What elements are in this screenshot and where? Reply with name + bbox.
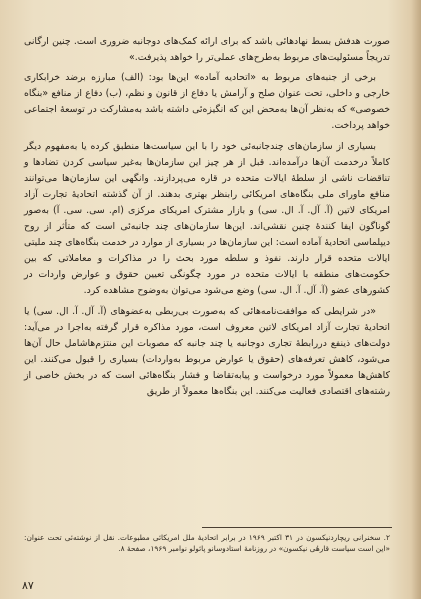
- page-edge-shadow: [411, 0, 421, 599]
- paragraph-3: بسیاری از سازمان‌های چندجانبه‌ئی خود را با این سیاست‌ها منطبق کرده یا به‌مفهوم دیگر کاملاً درخدمت آن‌ها درآمده‌اند. قبل از هر چیز این سازمان‌ها به‌غیر سیاسی کردن تضادها و تناقضات ناشی از سلطهٔ ایالات متحده در قاره می‌پردازند. وانگهی این سازمان‌ها می‌توانند منافع ماورای ملی بنگاه‌های امریکائی رابنظر بهتری بدهند. از آن گذشته اتحادیهٔ تجارت آزاد امریکای لاتین (آ. آل. آ. ال. سی) و بازار مشترک امریکای مرکزی (ام. سی. سی. آ) به‌صور گوناگون ایفا کنندهٔ چنین نقشی‌اند. این‌ها سازمان‌های چند جانبه‌ئی است که متأثر از روح دیپلماسی اتحادیهٔ آماده است: این سازمان‌ها در بسیاری از موارد در خدمت بنگاه‌های چند ملیتی ایالات متحده قرار دارند. نفوذ و سلطه مورد بحث را در مذاکرات و معاملاتی که بین حکومت‌های منطقه با ایالات متحده در مورد چگونگی تعیین حقوق و عوارض واردات در کشورهای عضو (آ. آل. آ. ال. سی) وضع می‌شود می‌توان به‌وضوح مشاهده کرد.: [24, 140, 390, 297]
- paragraph-1: صورت هدفش بسط نهادهائی باشد که برای ارائه کمک‌های دوجانبه ضروری است. چنین ارگانی تدریجاً مسئولیت‌های مربوط به‌طرح‌های عملی‌تر را خواهد پذیرفت.»: [24, 36, 390, 64]
- body-text: [24, 34, 390, 404]
- paragraph-4: «در شرایطی که موافقت‌نامه‌هائی که به‌صورت بی‌ربطی به‌عضوهای (آ. آل. آ. ال. سی) یا اتحادیهٔ تجارت آزاد امریکای لاتین معروف است، مورد مذاکره قرار گرفته به‌اجرا در می‌آید: دولت‌های ذینفع دررابطهٔ تجاری دوجانبه یا چند جانبه که مصوبات این منتزم‌هاشامل حال آن‌ها می‌شود، کاهش تعرفه‌های (حقوق یا عوارض مربوط به‌واردات) بسیاری را قبول می‌کنند. این کاهش‌ها معمولاً مورد درخواست و پیابه‌تقاضا و فشار بنگاه‌هائی است که در بخش خاصی از رشته‌های اقتصادی فعالیت می‌کنند. این بنگاه‌ها معمولاً از طریق: [24, 305, 390, 397]
- page-number: ۸۷: [22, 579, 34, 592]
- footnote-divider: [202, 527, 392, 528]
- footnote: ۲. سخنرانی ریچاردنیکسون در ۳۱ اکتبر ۱۹۶۹ در برابر اتحادیهٔ ملل امریکائی مطبوعات. نقل از نوشته‌ئی تحت عنوان: «این است سیاست قارهٔی نیکسون» در روزنامهٔ استادوسانو پائولو نوامبر ۱۹۶۹، صفحهٔ ۸.: [24, 533, 390, 554]
- paragraph-2: برخی از جنبه‌های مربوط به «اتحادیه آماده» این‌ها بود: (الف) مبارزه برضد خرابکاری خارجی و داخلی، تحت عنوان صلح و آرامش یا دفاع از قانون و نظم، (ب) دفاع از منافع «بنگاه خصوصی» که به‌نظر آن‌ها به‌محض این که انگیزه‌ئی داشته باشد به‌مشارکت در توسعهٔ اجتماعی خواهد پرداخت.: [24, 72, 390, 132]
